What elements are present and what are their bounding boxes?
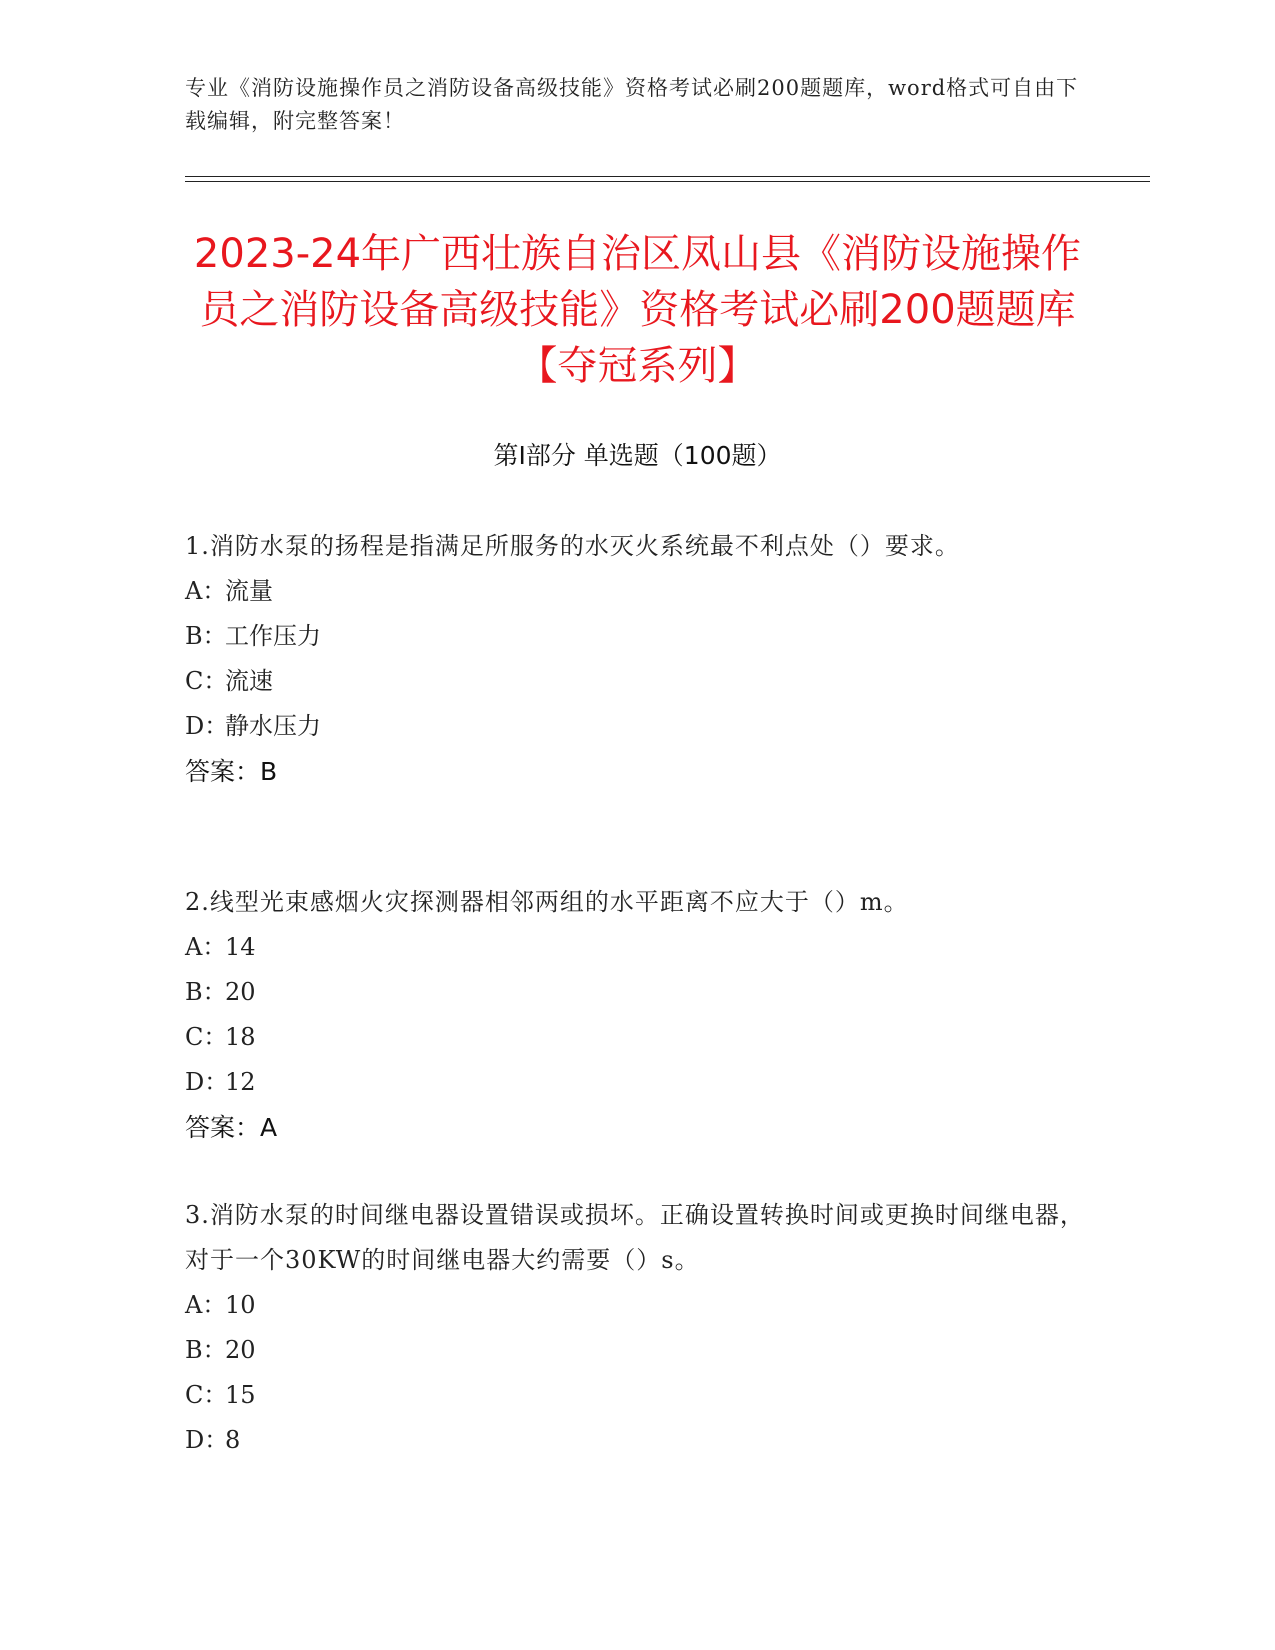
option-text: 18 [225,1023,256,1051]
option-key: B： [185,622,227,650]
question-3 [185,1193,1085,1463]
option-d [185,1418,1085,1463]
option-text: 流速 [225,667,273,695]
option-text: 15 [225,1381,256,1409]
question-stem: 1.消防水泵的扬程是指满足所服务的水灭火系统最不利点处（）要求。 [185,532,960,560]
option-key: B： [185,978,227,1006]
option-a [185,925,1085,970]
option-c [185,1373,1085,1418]
header-note: 专业《消防设施操作员之消防设备高级技能》资格考试必刷200题题库，word格式可自由下载编辑，附完整答案！ [185,76,1079,133]
option-key: A： [185,1291,227,1319]
option-text: 14 [225,933,256,961]
document-title: 2023-24年广西壮族自治区凤山县《消防设施操作员之消防设备高级技能》资格考试必刷200题题库【夺冠系列】 [193,231,1082,389]
option-b [185,970,1085,1015]
header-divider-top [185,176,1150,177]
question-stem: 3.消防水泵的时间继电器设置错误或损坏。正确设置转换时间或更换时间继电器，对于一个30KW的时间继电器大约需要（）s。 [185,1201,1085,1274]
option-key: C： [185,1381,228,1409]
question-2 [185,880,1085,1150]
option-key: A： [185,577,227,605]
section-title: 第Ⅰ部分 单选题（100题） [493,441,782,470]
option-text: 10 [225,1291,256,1319]
option-text: 20 [225,1336,256,1364]
answer-line: 答案：A [185,1113,278,1142]
question-stem: 2.线型光束感烟火灾探测器相邻两组的水平距离不应大于（）m。 [185,888,909,916]
option-text: 8 [225,1426,241,1454]
option-text: 工作压力 [225,622,321,650]
option-b [185,1328,1085,1373]
option-c [185,1015,1085,1060]
option-key: D： [185,712,229,740]
question-1 [185,524,1085,794]
option-text: 20 [225,978,256,1006]
option-text: 流量 [225,577,273,605]
option-c [185,659,1085,704]
option-key: D： [185,1426,229,1454]
answer-line: 答案：B [185,757,278,786]
option-a [185,1283,1085,1328]
option-text: 静水压力 [225,712,321,740]
option-a [185,569,1085,614]
option-d [185,704,1085,749]
option-key: C： [185,667,228,695]
option-d [185,1060,1085,1105]
option-key: A： [185,933,227,961]
option-b [185,614,1085,659]
option-key: C： [185,1023,228,1051]
header-divider-bottom [185,181,1150,182]
option-key: D： [185,1068,229,1096]
option-text: 12 [225,1068,256,1096]
option-key: B： [185,1336,227,1364]
